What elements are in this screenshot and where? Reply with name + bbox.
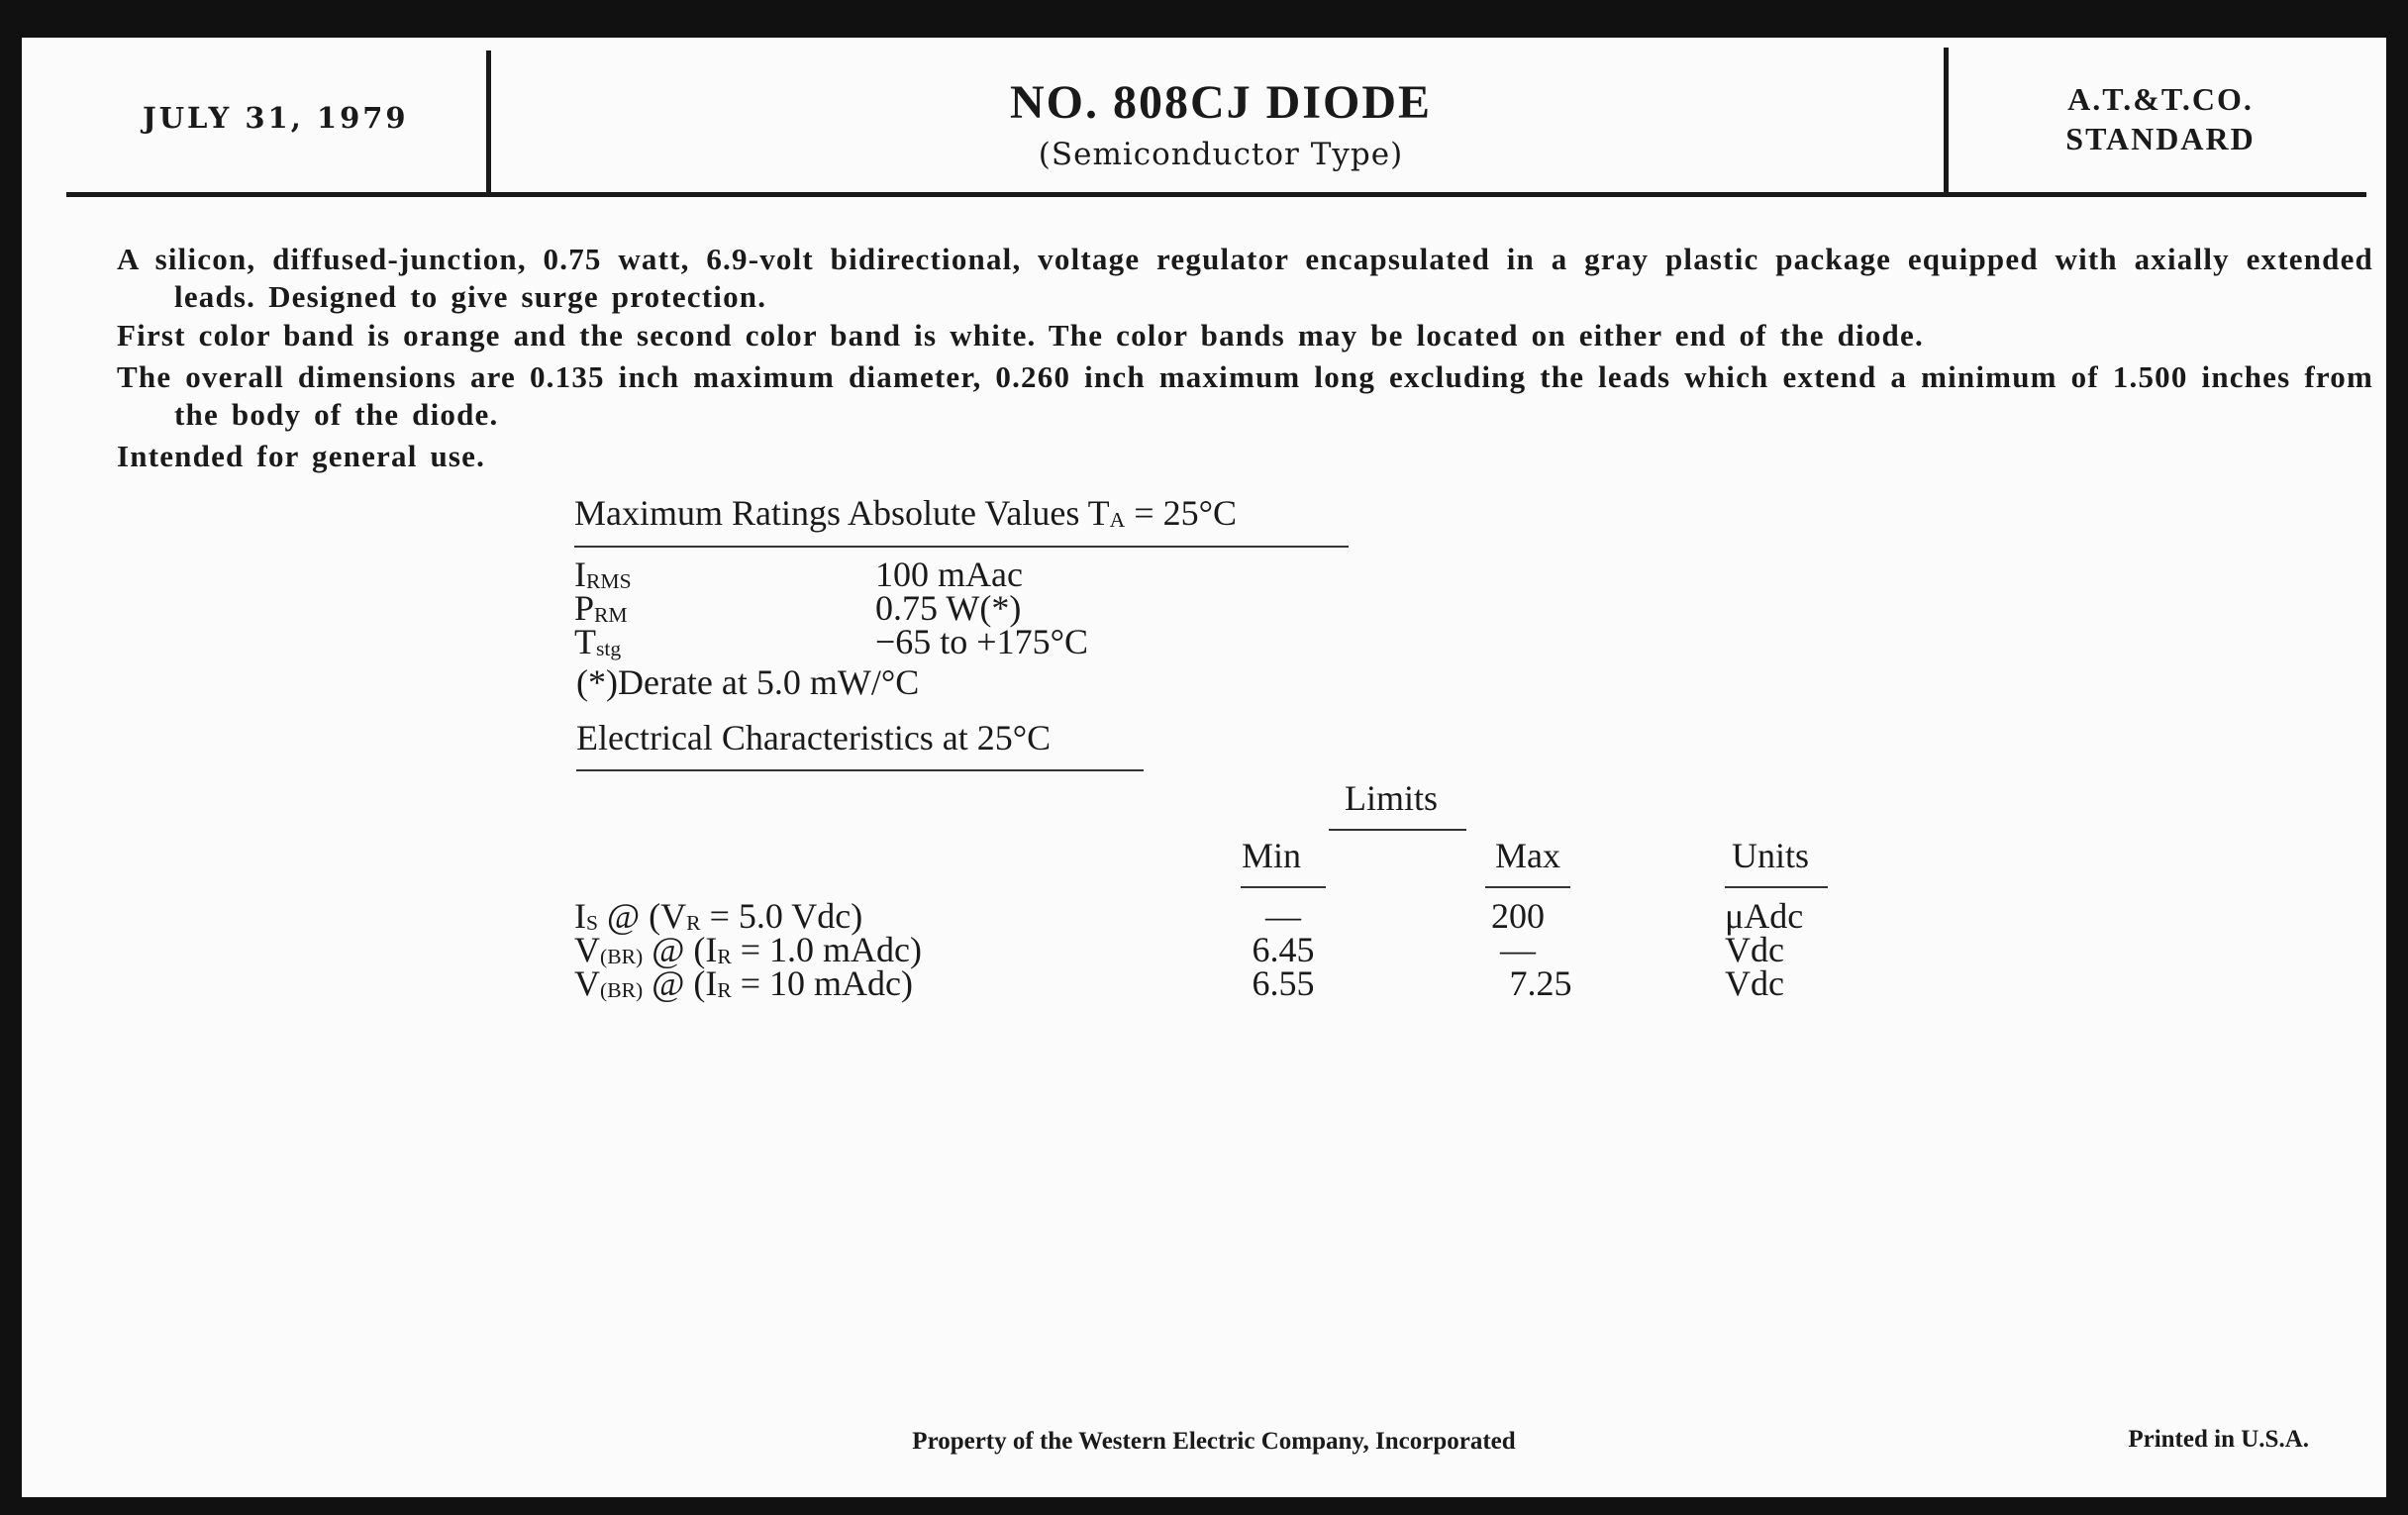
column-header-max: Max — [1495, 836, 1560, 875]
spec-card — [22, 38, 2386, 1497]
units-value: Vdc — [1725, 963, 1784, 1003]
description-paragraph: First color band is orange and the second color band is white. The color bands may be located on either end of the diode. — [117, 318, 1924, 353]
rating-symbol: $T_{stg}$ — [574, 622, 622, 661]
header-divider-right — [1944, 48, 1949, 192]
footer-property: Property of the Western Electric Company, Incorporated — [912, 1428, 1516, 1455]
min-value: — — [1265, 896, 1301, 936]
max-value: — — [1500, 930, 1536, 969]
column-header-min: Min — [1241, 836, 1301, 875]
max-value: 200 — [1491, 896, 1545, 936]
characteristic-label: $V_{(BR)}$ @ ($I_R = 10$ mAdc) — [574, 963, 914, 1003]
page-subtitle: (Semiconductor Type) — [1038, 137, 1404, 172]
header-rule — [66, 192, 2366, 197]
date: JULY 31, 1979 — [143, 101, 409, 135]
description-paragraph: A silicon, diffused-junction, 0.75 watt, 6.9-volt bidirectional, voltage regulator encapsulated in a gray plastic package equipped with axially extended leads. Designed to give surge protection. — [117, 242, 2373, 314]
standard-line2: STANDARD — [2065, 121, 2256, 156]
column-header-units: Units — [1731, 836, 1809, 875]
characteristic-label: $V_{(BR)}$ @ ($I_R = 1.0$ mAdc) — [574, 930, 923, 969]
limits-label: Limits — [1344, 778, 1438, 818]
units-value: μAdc — [1725, 896, 1804, 936]
max-value: 7.25 — [1509, 963, 1572, 1003]
min-underline — [1241, 886, 1326, 888]
electrical-heading: Electrical Characteristics at 25°C — [576, 718, 1052, 758]
rating-symbol: $P_{RM}$ — [574, 588, 628, 628]
rating-value: 0.75 W(*) — [875, 588, 1022, 628]
min-value: 6.55 — [1252, 963, 1315, 1003]
max-ratings-heading: Maximum Ratings Absolute Values $T_A = 25^\circ C$ — [574, 493, 1237, 533]
min-value: 6.45 — [1252, 930, 1315, 969]
rating-value: −65 to +175°C — [875, 622, 1089, 661]
standard-line1: A.T.&T.CO. — [2067, 81, 2254, 117]
units-value: Vdc — [1725, 930, 1784, 969]
limits-underline — [1329, 829, 1466, 831]
characteristic-label: $I_S$ @ ($V_R = 5.0$ Vdc) — [574, 896, 863, 936]
derate-note: (*)Derate at 5.0 mW/°C — [576, 662, 920, 702]
description-paragraph: Intended for general use. — [117, 439, 486, 473]
rating-symbol: $I_{RMS}$ — [574, 555, 632, 594]
max-underline — [1485, 886, 1570, 888]
max-ratings-underline — [574, 546, 1349, 548]
description-paragraph: The overall dimensions are 0.135 inch maximum diameter, 0.260 inch maximum long excluding the leads which extend a minimum of 1.500 inches from the body of the diode. — [117, 359, 2373, 432]
footer-printed: Printed in U.S.A. — [2128, 1426, 2309, 1453]
rating-value: 100 mAac — [875, 555, 1023, 594]
units-underline — [1725, 886, 1828, 888]
page-title: NO. 808CJ DIODE — [1009, 76, 1433, 129]
electrical-underline — [576, 769, 1144, 771]
